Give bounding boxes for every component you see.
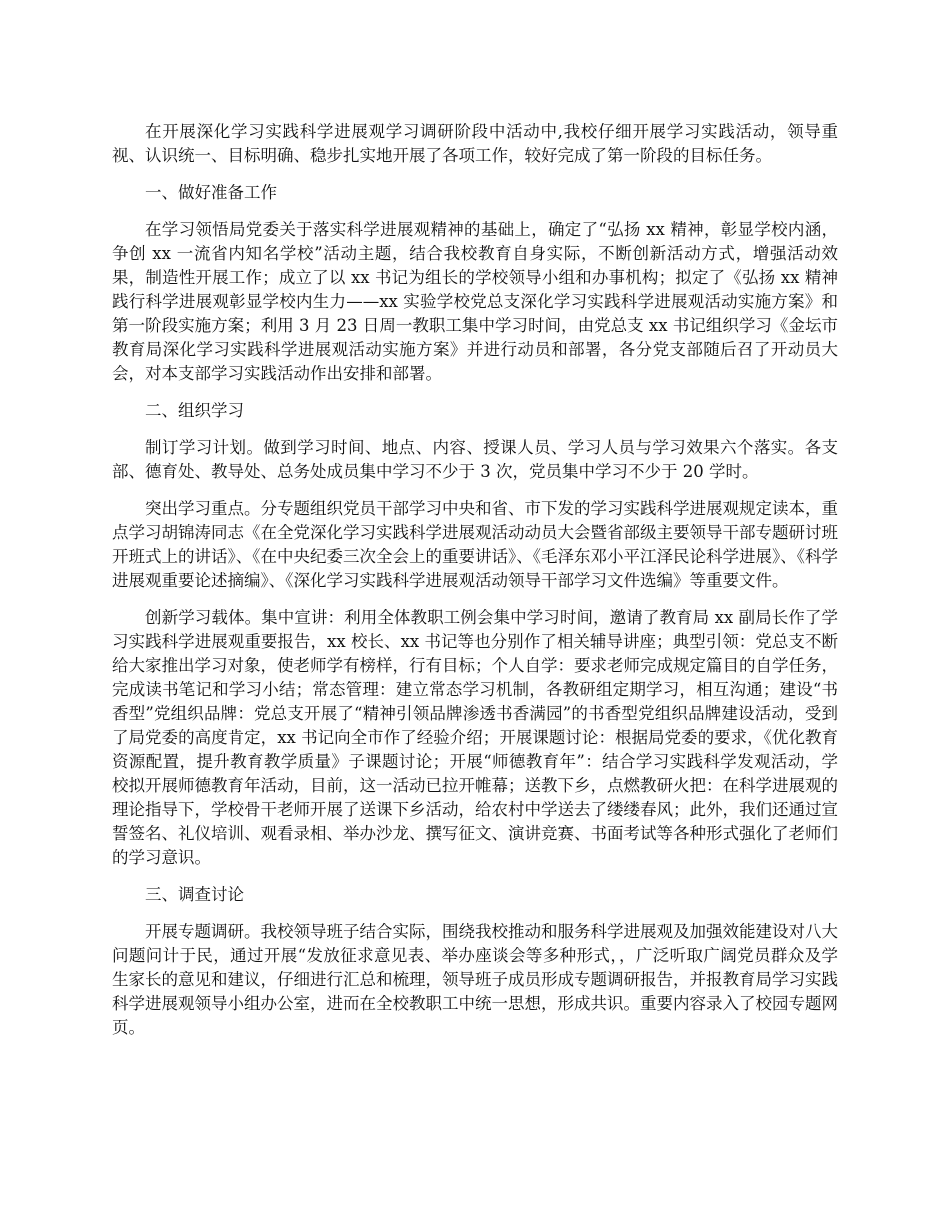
- document-body: [112, 120, 838, 1053]
- section-heading-research: 三、调查讨论: [145, 885, 244, 904]
- study-focus-paragraph: 突出学习重点。分专题组织党员干部学习中央和省、市下发的学习实践科学进展观规定读本，重点学习胡锦涛同志《在全党深化学习实践科学进展观活动动员大会暨省部级主要领导干部专题研讨班开班式上的讲话》、《在中央纪委三次全会上的重要讲话》、《毛泽东邓小平江泽民论科学进展》、《科学进展观重要论述摘编》、《深化学习实践科学进展观活动领导干部学习文件选编》等重要文件。: [112, 499, 838, 590]
- study-carrier-paragraph: 创新学习载体。集中宣讲：利用全体教职工例会集中学习时间，邀请了教育局 xx 副局长作了学习实践科学进展观重要报告，xx 校长、xx 书记等也分别作了相关辅导讲座；典型引领：党总支不断给大家推出学习对象，使老师学有榜样，行有目标；个人自学：要求老师完成规定篇目的自学任务，完成读书笔记和学习小结；常态管理：建立常态学习机制，各教研组定期学习，相互沟通；建设“书香型”党组织品牌：党总支开展了“精神引领品牌渗透书香满园”的书香型党组织品牌建设活动，受到了局党委的高度肯定，xx 书记向全市作了经验介绍；开展课题讨论：根据局党委的要求，《优化教育资源配置，提升教育教学质量》子课题讨论；开展“师德教育年”：结合学习实践科学发观活动，学校拟开展师德教育年活动，目前，这一活动已拉开帷幕；送教下乡，点燃教研火把：在科学进展观的理论指导下，学校骨干老师开展了送课下乡活动，给农村中学送去了缕缕春风；此外，我们还通过宣誓签名、礼仪培训、观看录相、举办沙龙、撰写征文、演讲竞赛、书面考试等各种形式强化了老师们的学习意识。: [112, 608, 838, 867]
- research-paragraph: 开展专题调研。我校领导班子结合实际，围绕我校推动和服务科学进展观及加强效能建设对八大问题问计于民，通过开展“发放征求意见表、举办座谈会等多种形式，，广泛听取广阔党员群众及学生家长的意见和建议，仔细进行汇总和梳理，领导班子成员形成专题调研报告，并报教育局学习实践科学进展观领导小组办公室，进而在全校教职工中统一思想，形成共识。重要内容录入了校园专题网页。: [112, 922, 838, 1037]
- intro-paragraph: 在开展深化学习实践科学进展观学习调研阶段中活动中,我校仔细开展学习实践活动，领导重视、认识统一、目标明确、稳步扎实地开展了各项工作，较好完成了第一阶段的目标任务。: [112, 122, 838, 165]
- study-plan-paragraph: 制订学习计划。做到学习时间、地点、内容、授课人员、学习人员与学习效果六个落实。各支部、德育处、教导处、总务处成员集中学习不少于 3 次，党员集中学习不少于 20 学时。: [112, 438, 838, 481]
- preparation-paragraph: 在学习领悟局党委关于落实科学进展观精神的基础上，确定了“弘扬 xx 精神，彰显学校内涵，争创 xx 一流省内知名学校”活动主题，结合我校教育自身实际，不断创新活动方式，增强活动效果，制造性开展工作；成立了以 xx 书记为组长的学校领导小组和办事机构；拟定了《弘扬 xx 精神践行科学进展观彰显学校内生力——xx 实验学校党总支深化学习实践科学进展观活动实施方案》和第一阶段实施方案；利用 3 月 23 日周一教职工集中学习时间，由党总支 xx 书记组织学习《金坛市教育局深化学习实践科学进展观活动实施方案》并进行动员和部署，各分党支部随后召了开动员大会，对本支部学习实践活动作出安排和部署。: [112, 220, 838, 383]
- section-heading-study: 二、组织学习: [145, 401, 244, 420]
- section-heading-preparation: 一、做好准备工作: [145, 183, 277, 202]
